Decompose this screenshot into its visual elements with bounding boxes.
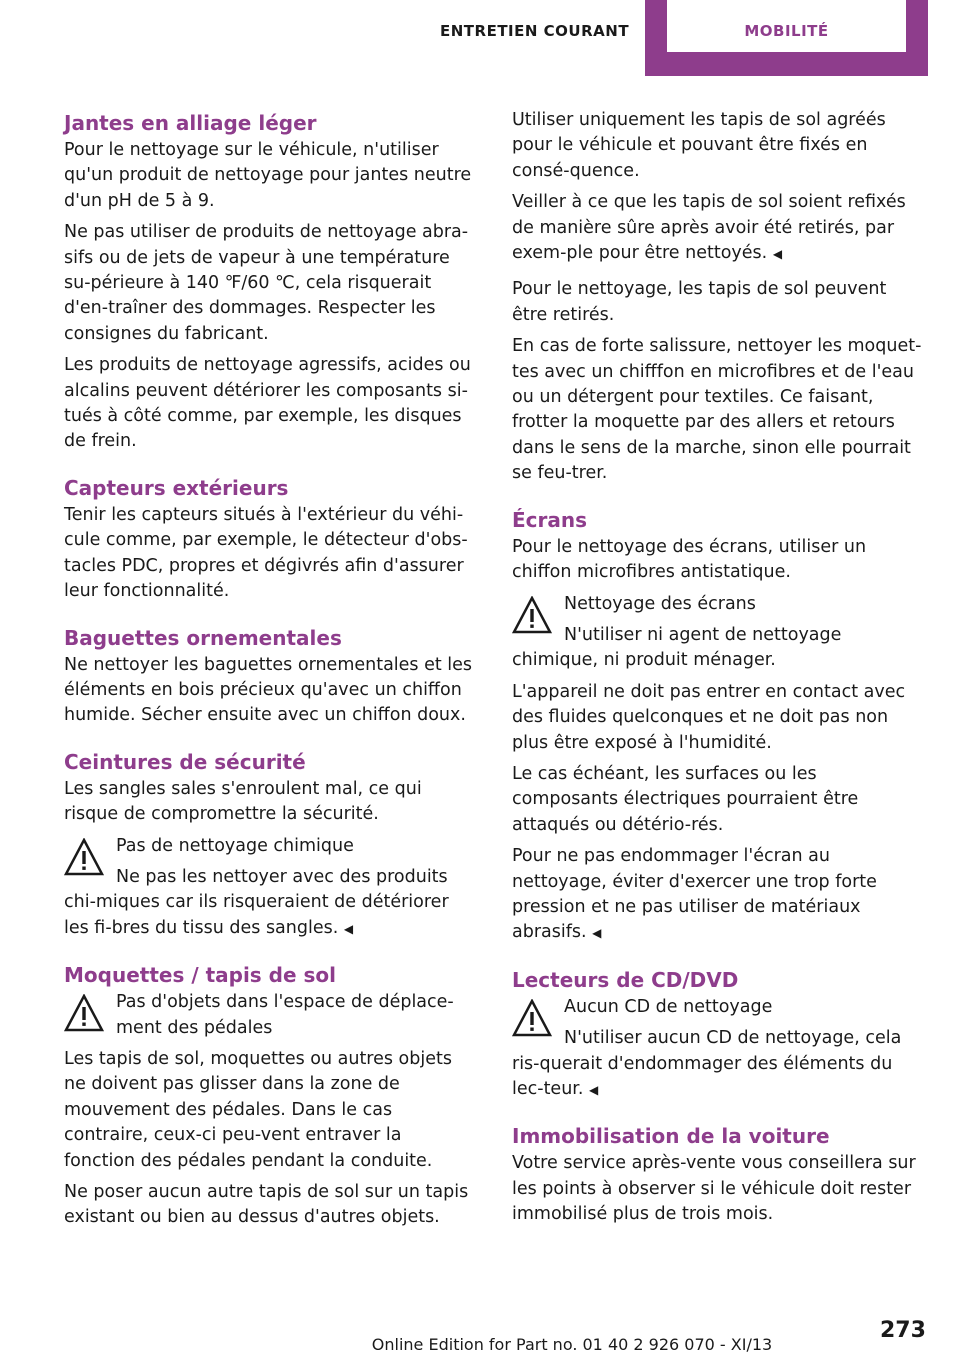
heading-immobilisation: Immobilisation de la voiture <box>512 1124 830 1149</box>
section-moquettes <box>64 960 478 1231</box>
paragraph: Utiliser uniquement les tapis de sol agréés pour le véhicule et pouvant être fixés en consé-quence. <box>512 110 886 181</box>
paragraph: Ne pas utiliser de produits de nettoyage abra-sifs ou de jets de vapeur à une température su-périeure à 140 ℉/60 ℃, cela risquerait d'en-traîner des dommages. Respecter les consignes du fabricant. <box>64 222 469 344</box>
section-baguettes <box>64 623 478 729</box>
warning-body: N'utiliser ni agent de nettoyage chimique, ni produit ménager. <box>512 624 842 671</box>
heading-lecteurs: Lecteurs de CD/DVD <box>512 967 739 992</box>
heading-capteurs: Capteurs extérieurs <box>64 475 289 500</box>
footer-edition: Online Edition for Part no. 01 40 2 926 070 - XI/13 <box>371 1335 773 1354</box>
paragraph: Tenir les capteurs situés à l'extérieur du véhi-cule comme, par exemple, le détecteur d'obs-tacles PDC, propres et dégivrés afin d'assurer leur fonctionnalité. <box>64 504 468 602</box>
warning-triangle-icon <box>64 838 104 876</box>
right-column <box>512 108 926 1246</box>
chapter-tab[interactable] <box>645 0 928 76</box>
section-moquettes-continued <box>512 108 926 487</box>
warning-title: Aucun CD de nettoyage <box>564 996 773 1017</box>
section-ecrans <box>512 505 926 947</box>
warning-block <box>512 592 926 674</box>
running-header-section: ENTRETIEN COURANT <box>440 22 630 40</box>
paragraph: Ne poser aucun autre tapis de sol sur un tapis existant ou bien au dessus d'autres objets. <box>64 1182 469 1228</box>
end-mark: ◀ <box>772 247 783 262</box>
warning-body: Ne pas les nettoyer avec des produits chi-miques car ils risqueraient de détériorer les fi-bres du tissu des sangles. ◀ <box>64 866 449 938</box>
left-column <box>64 108 478 1249</box>
chapter-tab-inner <box>667 0 906 52</box>
paragraph: Veiller à ce que les tapis de sol soient refixés de manière sûre après avoir été retirés, par exem-ple pour être nettoyés. ◀ <box>512 192 906 264</box>
paragraph: Pour le nettoyage sur le véhicule, n'utiliser qu'un produit de nettoyage pour jantes neutre d'un pH de 5 à 9. <box>64 140 472 211</box>
section-jantes <box>64 108 478 455</box>
end-mark: ◀ <box>589 1083 599 1097</box>
paragraph: Pour le nettoyage, les tapis de sol peuvent être retirés. <box>512 279 887 325</box>
warning-block <box>512 995 926 1104</box>
warning-title: Pas de nettoyage chimique <box>116 835 354 856</box>
warning-title: Pas d'objets dans l'espace de déplace-ment des pédales <box>116 992 454 1038</box>
heading-jantes: Jantes en alliage léger <box>64 111 317 135</box>
warning-triangle-icon <box>512 596 552 634</box>
section-ceintures <box>64 747 478 942</box>
section-capteurs <box>64 473 478 605</box>
section-immobilisation <box>512 1121 926 1227</box>
warning-body: N'utiliser aucun CD de nettoyage, cela ris-querait d'endommager des éléments du lec-teur. ◀ <box>512 1028 902 1099</box>
paragraph: L'appareil ne doit pas entrer en contact avec des fluides quelconques et ne doit pas non plus être exposé à l'humidité. <box>512 681 906 753</box>
warning-triangle-icon <box>64 994 104 1032</box>
chapter-tab-label: MOBILITÉ <box>744 22 829 40</box>
paragraph: Les sangles sales s'enroulent mal, ce qui risque de compromettre la sécurité. <box>64 778 422 825</box>
warning-block <box>64 990 478 1041</box>
paragraph: Les tapis de sol, moquettes ou autres objets ne doivent pas glisser dans la zone de mouvement des pédales. Dans le cas contraire, ceux-ci peu-vent entraver la fonction des pédales pendant la conduite. <box>64 1048 452 1171</box>
paragraph: Les produits de nettoyage agressifs, acides ou alcalins peuvent détériorer les composants si-tués à côté comme, par exemple, les disques de frein. <box>64 355 471 452</box>
end-mark: ◀ <box>343 921 354 936</box>
paragraph: Le cas échéant, les surfaces ou les composants électriques pourraient être attaqués ou détério-rés. <box>512 763 859 835</box>
paragraph: Ne nettoyer les baguettes ornementales et les éléments en bois précieux qu'avec un chiffon humide. Sécher ensuite avec un chiffon doux. <box>64 654 473 726</box>
end-mark: ◀ <box>592 926 602 941</box>
heading-moquettes: Moquettes / tapis de sol <box>64 963 337 988</box>
warning-triangle-icon <box>512 999 552 1037</box>
heading-ecrans: Écrans <box>512 507 588 532</box>
paragraph: Votre service après-vente vous conseillera sur les points à observer si le véhicule doit rester immobilisé plus de trois mois. <box>512 1153 916 1225</box>
section-lecteurs <box>512 965 926 1104</box>
heading-baguettes: Baguettes ornementales <box>64 625 342 650</box>
warning-block <box>64 834 478 943</box>
paragraph: Pour ne pas endommager l'écran au nettoyage, éviter d'exercer une trop forte pression et ne pas utiliser de matériaux abrasifs. ◀ <box>512 846 877 943</box>
heading-ceintures: Ceintures de sécurité <box>64 749 306 774</box>
page-number: 273 <box>880 1318 926 1343</box>
warning-title: Nettoyage des écrans <box>564 593 756 614</box>
paragraph: Pour le nettoyage des écrans, utiliser un chiffon microfibres antistatique. <box>512 536 867 583</box>
paragraph: En cas de forte salissure, nettoyer les moquet-tes avec un chifffon en microfibres et de l'eau ou un détergent pour textiles. Ce faisant, frotter la moquette par des allers et retours dans le sens de la marche, sinon elle pourrait se feu-trer. <box>512 336 922 484</box>
